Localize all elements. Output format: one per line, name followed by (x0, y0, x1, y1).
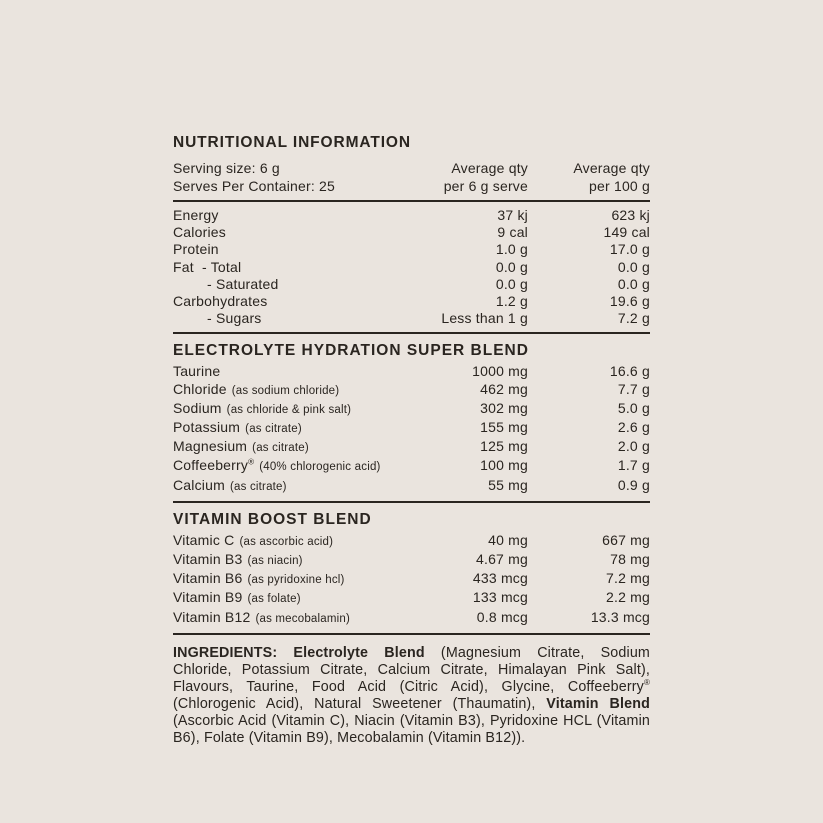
row-qty-per-100g: 0.0 g (617, 275, 650, 292)
row-qty-per-serve: 55 mg (488, 476, 528, 493)
row-qty-per-serve: 37 kj (497, 207, 528, 223)
row-qty-per-100g: 2.2 mg (606, 589, 650, 606)
row-label: Vitamin B3 (as niacin) (173, 551, 303, 568)
table-row (173, 400, 650, 419)
row-note: (as citrate) (229, 480, 287, 493)
row-qty-per-100g: 623 kj (611, 207, 650, 223)
row-qty-per-100g: 7.2 g (617, 310, 650, 327)
row-note: (40% chlorogenic acid) (259, 461, 381, 474)
table-row (173, 570, 650, 589)
row-qty-per-serve: 462 mg (480, 380, 528, 397)
row-qty-per-100g: 7.2 mg (606, 570, 650, 587)
row-label: - Saturated (207, 275, 279, 292)
serving-info (173, 159, 408, 195)
column-header-per-100g (528, 159, 650, 195)
table-row (173, 419, 650, 438)
row-qty-per-100g: 16.6 g (609, 363, 650, 380)
row-qty-per-100g: 0.0 g (617, 258, 650, 275)
row-qty-per-serve: Less than 1 g (441, 310, 528, 327)
row-qty-per-100g: 7.7 g (617, 380, 650, 397)
row-note: (as ascorbic acid) (239, 535, 334, 548)
table-row (173, 276, 650, 293)
table-row (173, 241, 650, 258)
row-qty-per-100g: 17.0 g (609, 241, 650, 258)
nutrition-table (173, 202, 650, 635)
row-qty-per-100g: 1.7 g (617, 457, 650, 474)
serves-per-container: Serves Per Container: 25 (173, 178, 335, 194)
column-header-per-serve (408, 159, 528, 195)
row-qty-per-100g: 2.6 g (617, 419, 650, 436)
row-label: Calcium (as citrate) (173, 476, 287, 493)
serving-size: Serving size: 6 g (173, 160, 280, 176)
row-qty-per-serve: 0.0 g (495, 275, 528, 292)
serving-info-header (173, 159, 650, 202)
row-label: Vitamic C (as ascorbic acid) (173, 531, 334, 548)
row-label: - Sugars (207, 310, 262, 327)
row-qty-per-100g: 667 mg (602, 531, 650, 548)
ingredients-text-segment: (Chlorogenic Acid), Natural Sweetener (Thaumatin), (173, 695, 547, 712)
row-qty-per-100g: 78 mg (610, 551, 650, 568)
row-label: Chloride (as sodium chloride) (173, 380, 340, 397)
ingredients-bold-segment: INGREDIENTS: Electrolyte Blend (173, 644, 425, 661)
ingredients-text-segment: (Ascorbic Acid (Vitamin C), Niacin (Vitamin B3), Pyridoxine HCL (Vitamin B6), Folate (Vitamin B9), Mecobalamin (Vitamin B12)). (173, 712, 650, 746)
row-label: Potassium (as citrate) (173, 419, 302, 436)
row-label: Sodium (as chloride & pink salt) (173, 399, 352, 416)
table-row (173, 609, 650, 628)
table-section (173, 503, 650, 635)
row-label: Energy (173, 207, 219, 223)
table-row (173, 532, 650, 551)
table-row (173, 381, 650, 400)
row-qty-per-serve: 1000 mg (472, 363, 528, 380)
column-header-per-100g-line2: per 100 g (589, 178, 650, 194)
table-row (173, 224, 650, 241)
column-header-per-serve-line2: per 6 g serve (443, 178, 528, 194)
table-row (173, 293, 650, 310)
row-note: (as citrate) (245, 423, 302, 436)
row-qty-per-serve: 0.8 mcg (476, 608, 528, 625)
row-qty-per-serve: 1.0 g (495, 241, 528, 258)
row-qty-per-serve: 0.0 g (495, 258, 528, 275)
row-note: (as mecobalamin) (255, 612, 351, 625)
row-qty-per-serve: 302 mg (480, 399, 528, 416)
row-note: (as folate) (247, 593, 301, 606)
row-note: (as niacin) (247, 555, 303, 568)
row-qty-per-100g: 149 cal (603, 224, 650, 241)
row-label: Taurine (173, 363, 221, 380)
row-qty-per-100g: 0.9 g (617, 476, 650, 493)
column-header-per-100g-line1: Average qty (573, 160, 650, 176)
row-qty-per-serve: 155 mg (480, 419, 528, 436)
row-note: (as sodium chloride) (231, 384, 340, 397)
table-section (173, 202, 650, 334)
column-header-per-serve-line1: Average qty (451, 160, 528, 176)
row-qty-per-serve: 100 mg (480, 457, 528, 474)
nutrition-label (173, 134, 650, 747)
row-note: (as chloride & pink salt) (226, 403, 352, 416)
row-qty-per-serve: 4.67 mg (476, 551, 528, 568)
row-label: Carbohydrates (173, 293, 268, 310)
row-qty-per-serve: 133 mcg (472, 589, 528, 606)
row-qty-per-100g: 19.6 g (609, 293, 650, 310)
table-row (173, 457, 650, 476)
section-header: VITAMIN BOOST BLEND (173, 510, 372, 528)
table-row (173, 551, 650, 570)
row-qty-per-serve: 433 mcg (472, 570, 528, 587)
row-qty-per-100g: 13.3 mcg (590, 608, 650, 625)
row-label: Coffeeberry® (40% chlorogenic acid) (173, 457, 381, 474)
table-row (173, 310, 650, 327)
section-header: ELECTROLYTE HYDRATION SUPER BLEND (173, 342, 529, 360)
row-note: (as pyridoxine hcl) (247, 574, 345, 587)
table-row (173, 363, 650, 380)
row-label: Vitamin B12 (as mecobalamin) (173, 608, 351, 625)
row-qty-per-serve: 1.2 g (495, 293, 528, 310)
ingredients-text-segment: (Magnesium Citrate, Sodium Chloride, Potassium Citrate, Calcium Citrate, Himalayan Pink Salt), Flavours, Taurine, Food Acid (Citric Acid), Glycine, Coffeeberry (173, 644, 650, 695)
row-label: Fat - Total (173, 258, 242, 275)
row-label: Vitamin B6 (as pyridoxine hcl) (173, 570, 345, 587)
row-qty-per-serve: 40 mg (488, 531, 528, 548)
row-qty-per-100g: 5.0 g (617, 399, 650, 416)
table-row (173, 477, 650, 496)
table-section (173, 334, 650, 502)
row-label: Protein (173, 241, 219, 258)
row-qty-per-100g: 2.0 g (617, 438, 650, 455)
page-title: NUTRITIONAL INFORMATION (173, 134, 411, 151)
registered-mark: ® (643, 678, 650, 688)
row-qty-per-serve: 9 cal (497, 224, 528, 241)
row-note: (as citrate) (252, 442, 309, 455)
row-label: Calories (173, 224, 226, 241)
row-label: Vitamin B9 (as folate) (173, 589, 301, 606)
table-row (173, 438, 650, 457)
ingredients-bold-segment: Vitamin Blend (546, 695, 650, 712)
row-label: Magnesium (as citrate) (173, 438, 309, 455)
table-row (173, 259, 650, 276)
table-row (173, 589, 650, 608)
row-qty-per-serve: 125 mg (480, 438, 528, 455)
registered-mark: ® (248, 457, 255, 467)
ingredients-paragraph (173, 645, 650, 747)
table-row (173, 207, 650, 224)
